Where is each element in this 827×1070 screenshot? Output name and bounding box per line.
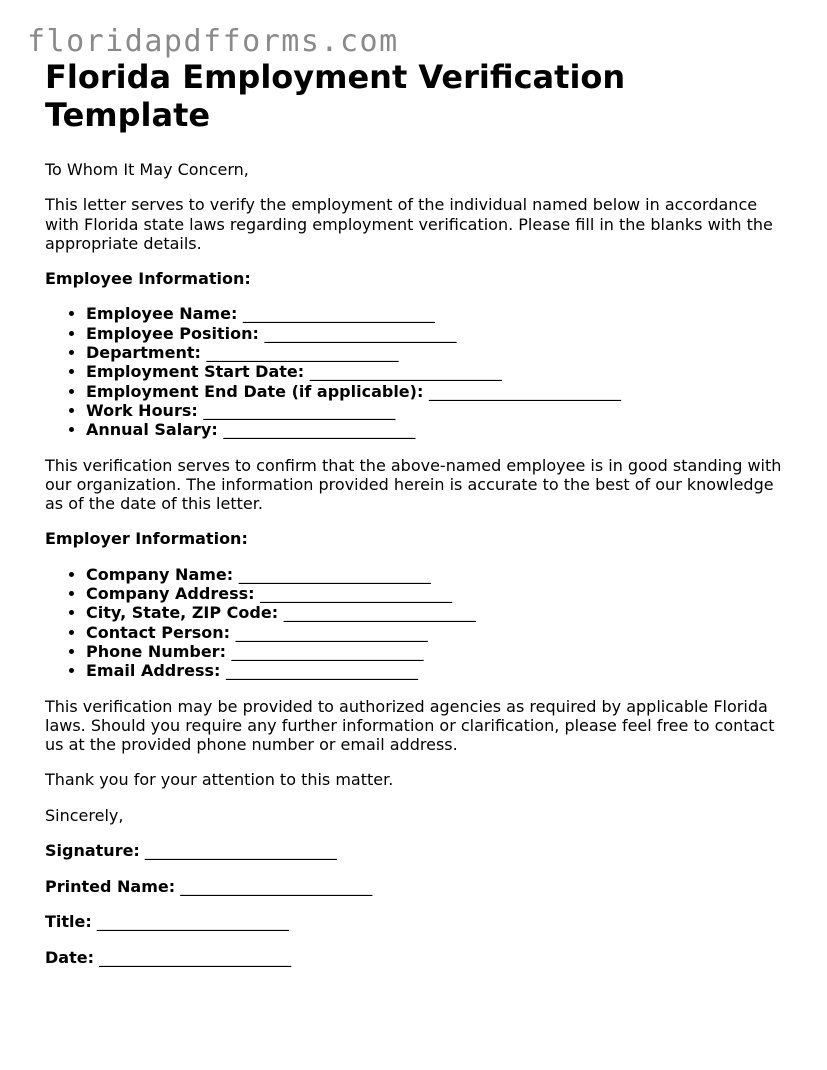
thanks-line: Thank you for your attention to this matter. bbox=[45, 770, 394, 790]
confirmation-paragraph: This verification serves to confirm that the above-named employee is in good standing with our organization. The information provided herein is accurate to the best of our knowledge as of the date of this letter. bbox=[45, 455, 782, 514]
title-field bbox=[45, 912, 790, 931]
field-label: Work Hours: bbox=[86, 400, 198, 420]
disclosure-paragraph: This verification may be provided to authorized agencies as required by applicable Florida laws. Should you require any further information or clarification, please feel free to contact us at the provided phone number or email address. bbox=[45, 696, 775, 755]
field-blank[interactable]: ________________________ bbox=[242, 304, 435, 324]
annual-salary-field bbox=[86, 420, 790, 439]
field-label: Company Name: bbox=[86, 564, 234, 584]
field-label: Employee Position: bbox=[86, 323, 259, 343]
printed-name-field bbox=[45, 877, 790, 896]
field-label: Email Address: bbox=[86, 661, 221, 681]
field-blank[interactable]: ________________________ bbox=[428, 381, 621, 401]
field-label: Date: bbox=[45, 947, 94, 967]
field-blank[interactable]: ________________________ bbox=[96, 912, 289, 932]
signature-field bbox=[45, 841, 790, 860]
email-address-field bbox=[86, 661, 790, 680]
site-watermark: floridapdfforms.com bbox=[27, 24, 399, 59]
field-label: Employment Start Date: bbox=[86, 362, 305, 382]
field-blank[interactable]: ________________________ bbox=[206, 343, 399, 363]
field-label: Signature: bbox=[45, 841, 140, 861]
field-blank[interactable]: ________________________ bbox=[264, 323, 457, 343]
intro-paragraph: This letter serves to verify the employment of the individual named below in accordance with Florida state laws regarding employment verification. Please fill in the blanks with the appropriate details. bbox=[45, 195, 773, 253]
field-blank[interactable]: ________________________ bbox=[180, 876, 373, 896]
employer-info-heading: Employer Information: bbox=[45, 529, 248, 549]
company-address-field bbox=[86, 584, 790, 603]
salutation: To Whom It May Concern, bbox=[45, 160, 249, 179]
city-state-zip-field bbox=[86, 603, 790, 622]
field-blank[interactable]: ________________________ bbox=[226, 661, 418, 681]
company-name-field bbox=[86, 565, 790, 584]
field-blank[interactable]: ________________________ bbox=[99, 947, 292, 967]
start-date-field bbox=[86, 362, 790, 381]
field-label: Employment End Date (if applicable): bbox=[86, 381, 424, 401]
field-blank[interactable]: ________________________ bbox=[283, 603, 476, 623]
employee-info-heading: Employee Information: bbox=[45, 269, 251, 289]
field-label: Contact Person: bbox=[86, 622, 231, 642]
field-blank[interactable]: ________________________ bbox=[238, 564, 431, 584]
field-label: Phone Number: bbox=[86, 641, 226, 661]
employer-field-list bbox=[45, 565, 790, 681]
phone-number-field bbox=[86, 642, 790, 661]
field-label: Department: bbox=[86, 343, 201, 363]
field-blank[interactable]: ________________________ bbox=[203, 400, 396, 420]
contact-person-field bbox=[86, 623, 790, 642]
field-label: Employee Name: bbox=[86, 304, 238, 324]
employee-position-field bbox=[86, 324, 790, 343]
letter-document bbox=[45, 58, 790, 967]
field-blank[interactable]: ________________________ bbox=[144, 841, 337, 861]
date-field bbox=[45, 948, 790, 967]
employee-name-field bbox=[86, 304, 790, 323]
field-label: City, State, ZIP Code: bbox=[86, 603, 279, 623]
field-label: Company Address: bbox=[86, 584, 255, 604]
work-hours-field bbox=[86, 401, 790, 420]
department-field bbox=[86, 343, 790, 362]
field-label: Annual Salary: bbox=[86, 420, 218, 440]
end-date-field bbox=[86, 382, 790, 401]
field-blank[interactable]: ________________________ bbox=[223, 420, 416, 440]
closing-line: Sincerely, bbox=[45, 805, 124, 825]
field-label: Printed Name: bbox=[45, 876, 176, 896]
field-blank[interactable]: ________________________ bbox=[235, 622, 428, 642]
field-blank[interactable]: ________________________ bbox=[231, 641, 424, 661]
document-title: Florida Employment Verification Template bbox=[45, 58, 626, 134]
field-blank[interactable]: ________________________ bbox=[260, 584, 453, 604]
field-label: Title: bbox=[45, 912, 92, 932]
field-blank[interactable]: ________________________ bbox=[309, 362, 502, 382]
employee-field-list bbox=[45, 304, 790, 439]
